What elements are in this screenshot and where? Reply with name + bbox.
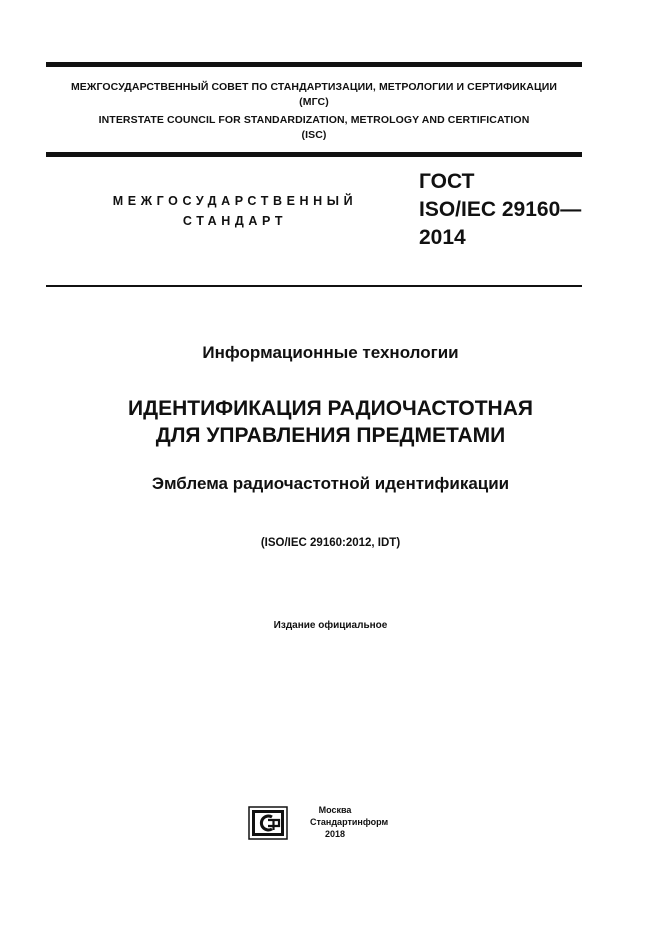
- standard-type-line1: МЕЖГОСУДАРСТВЕННЫЙ: [112, 194, 358, 208]
- publication-year: 2018: [324, 829, 346, 839]
- title-line1: ИДЕНТИФИКАЦИЯ РАДИОЧАСТОТНАЯ: [128, 397, 533, 420]
- document-subtitle: Эмблема радиочастотной идентификации: [151, 474, 510, 493]
- council-ru-abbr: (МГС): [299, 96, 329, 108]
- council-rule: [46, 152, 582, 157]
- header-rule: [46, 285, 582, 287]
- designation-line3: 2014: [419, 226, 466, 249]
- subject-heading: Информационные технологии: [202, 343, 459, 362]
- publisher-name: Стандартинформ: [310, 817, 389, 827]
- edition-note: Издание официальное: [273, 620, 388, 631]
- publisher-city: Москва: [318, 805, 352, 815]
- standard-type-line2: СТАНДАРТ: [182, 214, 288, 228]
- standard-type: [46, 191, 424, 231]
- council-block: [46, 80, 582, 143]
- council-ru-name: МЕЖГОСУДАРСТВЕННЫЙ СОВЕТ ПО СТАНДАРТИЗАЦИИ, МЕТРОЛОГИИ И СЕРТИФИКАЦИИ: [70, 81, 558, 93]
- designation-line1: ГОСТ: [419, 170, 475, 193]
- standard-designation: [419, 168, 589, 252]
- document-title: [0, 395, 661, 449]
- council-en-abbr: (ISC): [301, 129, 327, 141]
- top-rule: [46, 62, 582, 67]
- equivalence-note: (ISO/IEC 29160:2012, IDT): [260, 537, 401, 549]
- designation-line2: ISO/IEC 29160—: [419, 198, 582, 221]
- council-en-name: INTERSTATE COUNCIL FOR STANDARDIZATION, METROLOGY AND CERTIFICATION: [98, 114, 530, 126]
- standartinform-logo-icon: [248, 806, 288, 840]
- publisher-imprint: [310, 804, 389, 840]
- title-line2: ДЛЯ УПРАВЛЕНИЯ ПРЕДМЕТАМИ: [155, 424, 506, 447]
